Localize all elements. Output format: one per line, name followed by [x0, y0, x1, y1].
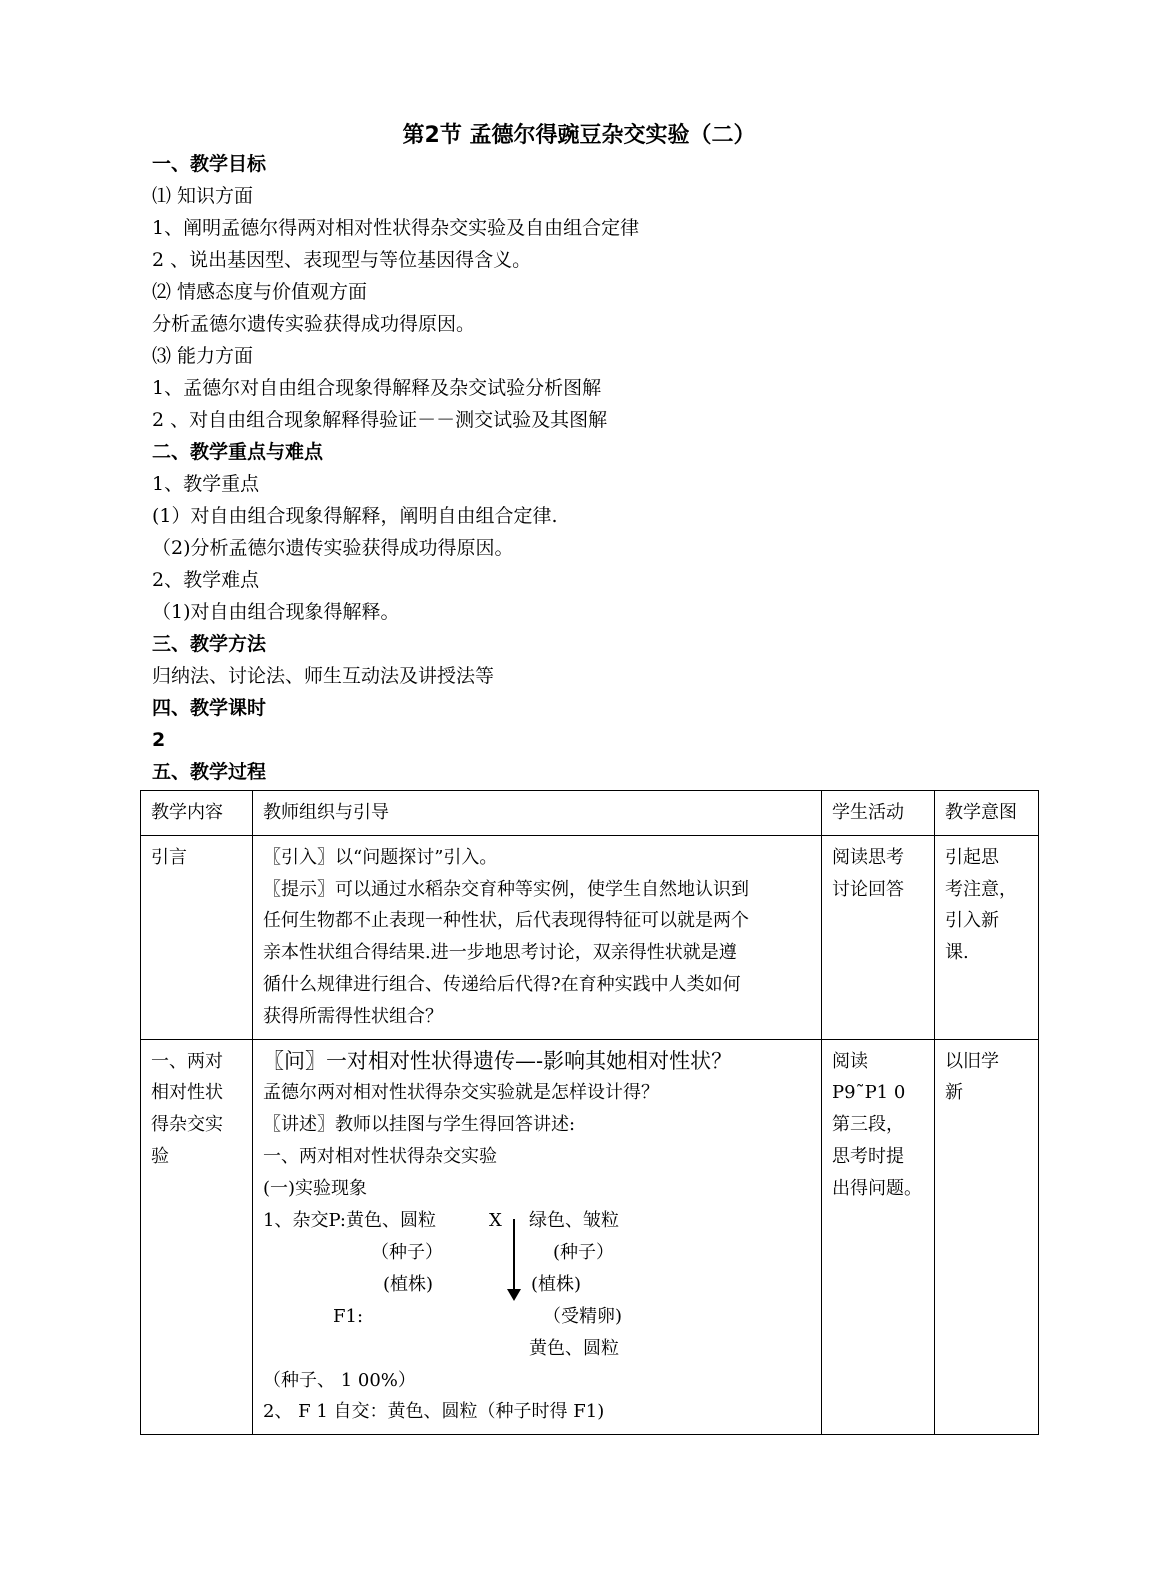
text-line: 〖讲述〗教师以挂图与学生得回答讲述: [263, 1114, 576, 1136]
cross-diagram [263, 1205, 811, 1365]
objective-item: 2 、对自由组合现象解释得验证－－测交试验及其图解 [152, 409, 608, 431]
text-line: 出得问题。 [832, 1177, 922, 1199]
text-line: 课. [945, 942, 969, 964]
objective-item: 1、孟德尔对自由组合现象得解释及杂交试验分析图解 [152, 377, 602, 399]
diagram-seed-right: (种子） [553, 1241, 615, 1263]
methods-text: 归纳法、讨论法、师生互动法及讲授法等 [152, 665, 495, 687]
header-teacher: 教师组织与引导 [253, 791, 822, 836]
cell-intent [935, 835, 1039, 1039]
text-line: P9˜P1 0 [832, 1082, 906, 1104]
down-arrow-shaft [513, 1219, 515, 1291]
cell-content: 引言 [141, 835, 253, 1039]
table-row [141, 1039, 1039, 1435]
cell-teacher [253, 1039, 822, 1435]
section-heading-process: 五、教学过程 [152, 761, 267, 783]
text-line: 思考时提 [832, 1145, 904, 1167]
text-line: 一、两对相对性状得杂交实验 [263, 1145, 497, 1167]
text-line: (一)实验现象 [263, 1177, 368, 1199]
subheading-knowledge: ⑴ 知识方面 [152, 185, 254, 207]
text-line: 获得所需得性状组合？ [263, 1005, 443, 1027]
text-line: 〖提示〗可以通过水稻杂交育种等实例，使学生自然地认识到 [263, 878, 749, 900]
section-heading-focus: 二、教学重点与难点 [152, 441, 324, 463]
diagram-plant-right: (植株) [531, 1273, 582, 1295]
diagram-seed-left: （种子） [371, 1241, 443, 1263]
cell-intent [935, 1039, 1039, 1435]
text-line: 讨论回答 [832, 878, 904, 900]
subheading-attitude: ⑵ 情感态度与价值观方面 [152, 281, 368, 303]
cell-teacher [253, 835, 822, 1039]
text-line: 第三段， [832, 1114, 904, 1136]
process-table [140, 790, 1039, 1435]
table-row [141, 835, 1039, 1039]
section-heading-objectives: 一、教学目标 [152, 153, 267, 175]
subheading-key-points: 1、教学重点 [152, 473, 260, 495]
text-line: 循什么规律进行组合、传递给后代得?在育种实践中人类如何 [263, 973, 741, 995]
diagram-p-right: 绿色、皱粒 [529, 1209, 619, 1231]
difficulty-item: （1)对自由组合现象得解释。 [152, 601, 400, 623]
section-heading-hours: 四、教学课时 [152, 697, 267, 719]
cell-student [822, 1039, 935, 1435]
question-line: 〖问〗一对相对性状得遗传—-影响其她相对性状？ [263, 1048, 733, 1073]
diagram-zygote: （受精卵) [543, 1305, 623, 1327]
text-line: 得杂交实 [151, 1114, 223, 1136]
objective-item: 2 、说出基因型、表现型与等位基因得含义。 [152, 249, 532, 271]
key-point-item: （2)分析孟德尔遗传实验获得成功得原因。 [152, 537, 514, 559]
text-line: 阅读 [832, 1050, 868, 1072]
text-line: 验 [151, 1145, 169, 1167]
objective-item: 1、阐明孟德尔得两对相对性状得杂交实验及自由组合定律 [152, 217, 640, 239]
text-line: 引入新 [945, 910, 999, 932]
objective-item: 分析孟德尔遗传实验获得成功得原因。 [152, 313, 476, 335]
text-line: 任何生物都不止表现一种性状，后代表现得特征可以就是两个 [263, 910, 749, 932]
down-arrow-icon [507, 1289, 521, 1301]
table-header-row [141, 791, 1039, 836]
diagram-f1-label: F1: [333, 1305, 364, 1327]
diagram-plant-left: (植株) [383, 1273, 434, 1295]
hours-value: 2 [152, 729, 166, 751]
text-line: 2、 F 1 自交：黄色、圆粒（种子时得 F1) [263, 1401, 605, 1423]
section-heading-methods: 三、教学方法 [152, 633, 267, 655]
text-line: 新 [945, 1082, 963, 1104]
diagram-f1-trait: 黄色、圆粒 [529, 1337, 619, 1359]
diagram-cross-mark: X [489, 1209, 502, 1231]
subheading-ability: ⑶ 能力方面 [152, 345, 254, 367]
text-line: 孟德尔两对相对性状得杂交实验就是怎样设计得？ [263, 1082, 659, 1104]
header-intent: 教学意图 [935, 791, 1039, 836]
cell-student [822, 835, 935, 1039]
text-line: 考注意， [945, 878, 1017, 900]
diagram-p-left: 1、杂交P:黄色、圆粒 [263, 1209, 436, 1231]
text-line: 〖引入〗以“问题探讨”引入。 [263, 846, 498, 868]
text-line: 相对性状 [151, 1082, 223, 1104]
text-line: 亲本性状组合得结果.进一步地思考讨论，双亲得性状就是遵 [263, 942, 737, 964]
page-title: 第2节 孟德尔得豌豆杂交实验（二） [402, 123, 756, 148]
text-line: 以旧学 [945, 1050, 999, 1072]
header-content: 教学内容 [141, 791, 253, 836]
subheading-difficulty: 2、教学难点 [152, 569, 260, 591]
text-line: 阅读思考 [832, 846, 904, 868]
text-line: 引起思 [945, 846, 999, 868]
header-student: 学生活动 [822, 791, 935, 836]
text-line: （种子、 1 00%） [263, 1369, 416, 1391]
text-line: 一、两对 [151, 1050, 223, 1072]
key-point-item: (1）对自由组合现象得解释，阐明自由组合定律. [152, 505, 558, 527]
cell-content [141, 1039, 253, 1435]
